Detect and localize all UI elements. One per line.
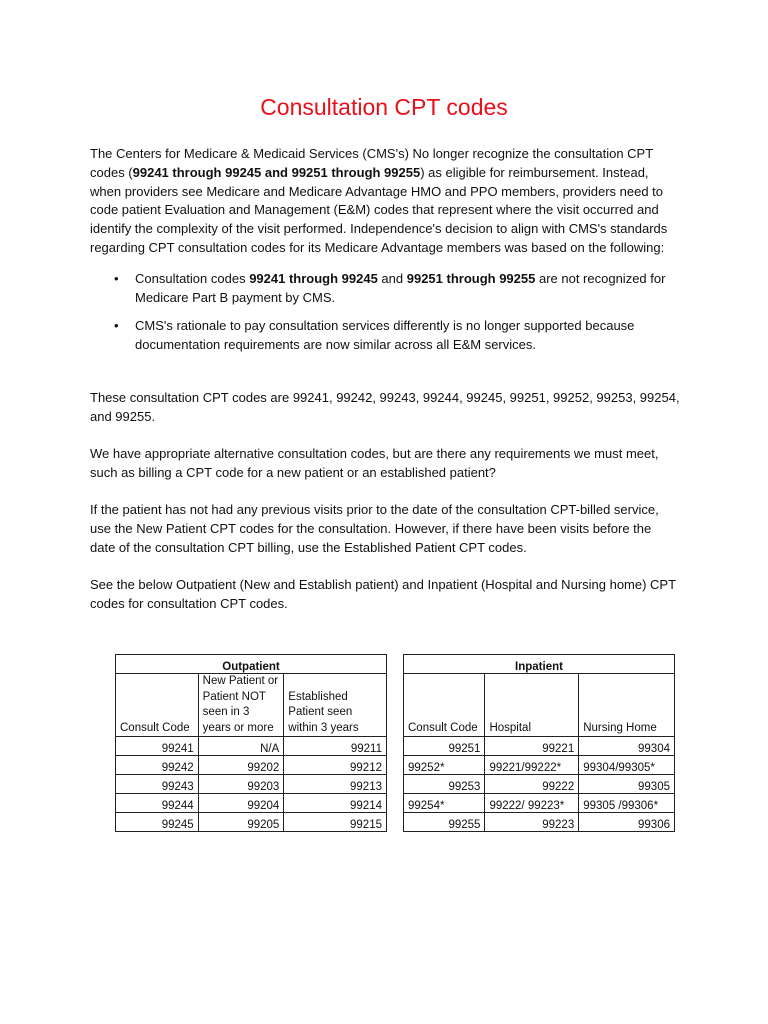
bullet2-text: CMS's rationale to pay consultation services differently is no longer supported because documentation requirements are now similar across all E&M services.	[135, 318, 635, 353]
table-row	[404, 794, 675, 813]
table-row	[116, 737, 387, 756]
inpatient-header-consult: Consult Code	[404, 674, 485, 737]
table-cell: 99203	[198, 775, 284, 794]
table-cell: 99254*	[404, 794, 485, 813]
table-cell: 99223	[485, 813, 579, 832]
table-cell: 99244	[116, 794, 199, 813]
answer-paragraph: If the patient has not had any previous visits prior to the date of the consultation CPT-billed service, use the New Patient CPT codes for the consultation. However, if there have been visits before the date of the consultation CPT billing, use the Established Patient CPT codes.	[90, 502, 659, 555]
bullet1-bold-2: 99251 through 99255	[406, 270, 536, 286]
outpatient-table	[115, 654, 387, 832]
intro-paragraph	[90, 145, 680, 258]
bullet1-text-2: and	[377, 270, 407, 286]
inpatient-title: Inpatient	[404, 655, 675, 674]
page-title: Consultation CPT codes	[260, 94, 508, 120]
table-cell: 99251	[404, 737, 485, 756]
table-cell: 99215	[284, 813, 387, 832]
outpatient-header-established: Established Patient seen within 3 years	[284, 674, 387, 737]
table-cell: 99242	[116, 756, 199, 775]
bullet-list	[90, 270, 680, 355]
inpatient-header-nursing-home: Nursing Home	[579, 674, 675, 737]
intro-text-2: ) as eligible for reimbursement. Instead, when providers see Medicare and Medicare Advantage HMO and PPO members, providers need to code patient Evaluation and Management (E&M) codes that represent where the visit occurred and identify the complexity of the visit performed. Independence's decision to align with CMS's standards regarding CPT consultation codes for its Medicare Advantage members was based on the following:	[90, 164, 668, 255]
table-cell: 99243	[116, 775, 199, 794]
table-cell: 99252*	[404, 756, 485, 775]
table-cell: 99205	[198, 813, 284, 832]
table-cell: 99245	[116, 813, 199, 832]
table-cell: 99305 /99306*	[579, 794, 675, 813]
table-cell: 99204	[198, 794, 284, 813]
table-cell: 99214	[284, 794, 387, 813]
table-cell: 99212	[284, 756, 387, 775]
bullet1-text-3: are not recognized for Medicare Part B payment by CMS.	[135, 270, 666, 305]
table-cell: 99304	[579, 737, 675, 756]
intro-bold-codes: 99241 through 99245 and 99251 through 99255	[132, 164, 421, 180]
codes-paragraph: These consultation CPT codes are 99241, 99242, 99243, 99244, 99245, 99251, 99252, 99253, 99254, and 99255.	[90, 389, 680, 424]
bullet-item-2	[90, 317, 680, 355]
inpatient-table	[403, 654, 675, 832]
table-cell: 99222	[485, 775, 579, 794]
table-row	[116, 813, 387, 832]
outpatient-header-consult: Consult Code	[116, 674, 199, 737]
table-row	[404, 756, 675, 775]
table-row	[116, 794, 387, 813]
bullet-icon: •	[114, 270, 119, 286]
table-row	[404, 737, 675, 756]
table-row	[404, 775, 675, 794]
bullet-item-1	[90, 270, 680, 308]
table-cell: 99304/99305*	[579, 756, 675, 775]
intro-text-1: The Centers for Medicare & Medicaid Services (CMS's) No longer recognize the consultation CPT codes (	[90, 146, 653, 180]
table-cell: 99255	[404, 813, 485, 832]
table-cell: 99306	[579, 813, 675, 832]
table-row	[404, 813, 675, 832]
bullet1-bold-1: 99241 through 99245	[249, 270, 378, 286]
document-body	[90, 145, 680, 632]
inpatient-header-hospital: Hospital	[485, 674, 579, 737]
table-cell: 99222/ 99223*	[485, 794, 579, 813]
table-row	[116, 775, 387, 794]
table-row	[116, 756, 387, 775]
table-cell: 99253	[404, 775, 485, 794]
table-cell: 99213	[284, 775, 387, 794]
table-cell: 99241	[116, 737, 199, 756]
see-below-paragraph: See the below Outpatient (New and Establish patient) and Inpatient (Hospital and Nursing home) CPT codes for consultation CPT codes.	[90, 577, 676, 611]
table-cell: N/A	[198, 737, 284, 756]
bullet1-text-1: Consultation codes	[135, 270, 250, 286]
outpatient-header-new: New Patient or Patient NOT seen in 3 years or more	[198, 674, 284, 737]
table-cell: 99221/99222*	[485, 756, 579, 775]
table-cell: 99221	[485, 737, 579, 756]
table-cell: 99305	[579, 775, 675, 794]
question-paragraph: We have appropriate alternative consultation codes, but are there any requirements we must meet, such as billing a CPT code for a new patient or an established patient?	[90, 446, 659, 480]
outpatient-title: Outpatient	[116, 655, 387, 674]
table-cell: 99211	[284, 737, 387, 756]
table-cell: 99202	[198, 756, 284, 775]
bullet-icon: •	[114, 318, 119, 334]
